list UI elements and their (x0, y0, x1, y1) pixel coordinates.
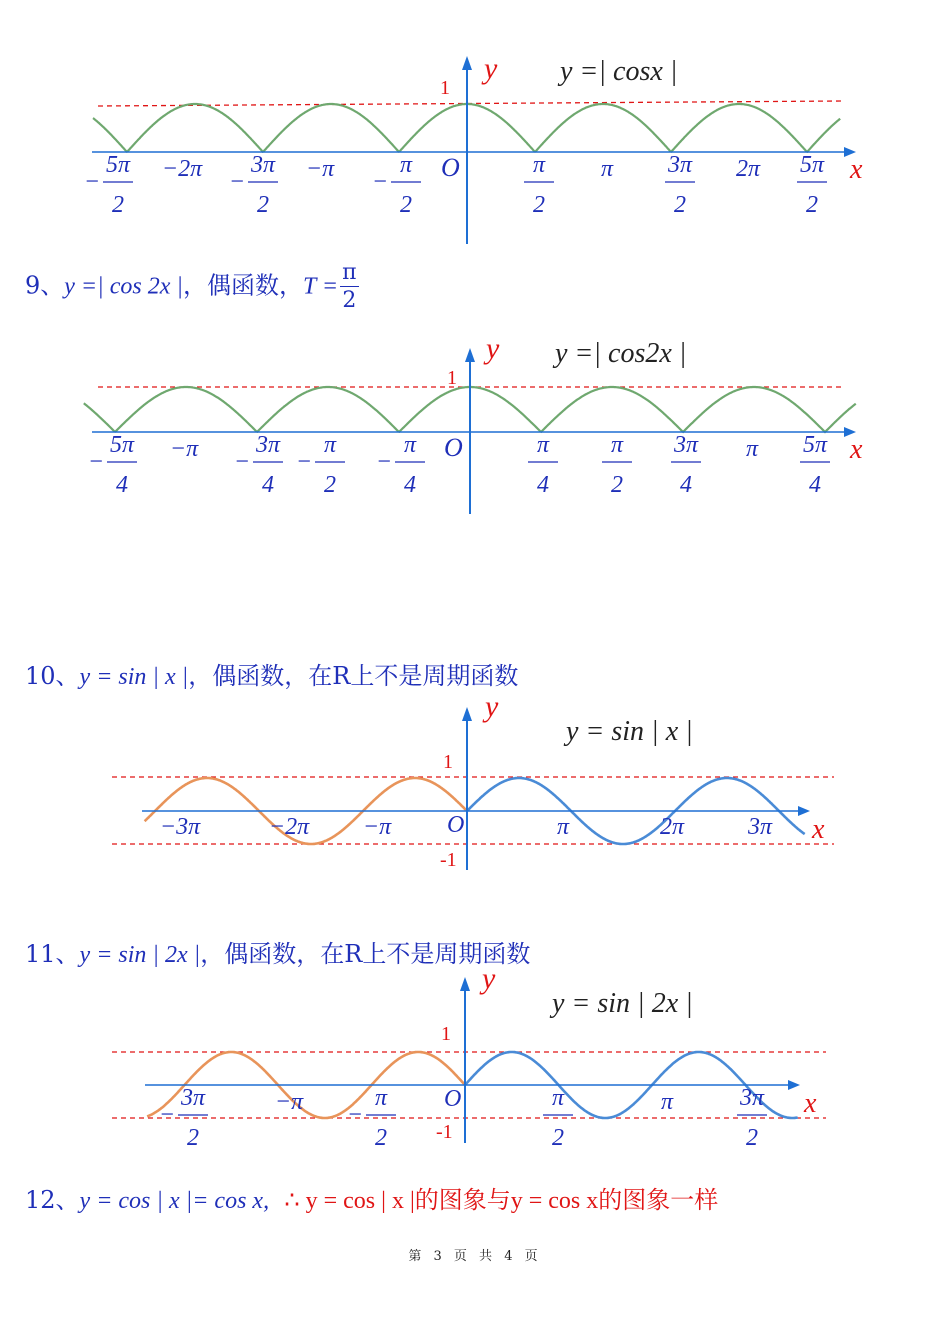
item-formula: y =| cos 2x | (64, 273, 183, 300)
graph-title: y = sin | x | (566, 716, 693, 747)
y-axis-arrow (465, 348, 475, 362)
tick-label-text: 2π (735, 156, 761, 182)
graph-abs-cos-2x (0, 330, 950, 520)
tick-label-text: 2 (400, 192, 412, 218)
tick-label-text: − (375, 449, 393, 475)
y-axis-label: y (484, 52, 498, 85)
tick-label-text: π (551, 1085, 565, 1111)
y-axis-label: y (485, 690, 499, 723)
tick-label-text: 5π (799, 152, 825, 178)
tick-label-text: 4 (809, 472, 821, 498)
tick-label-text: π (610, 432, 624, 458)
tick-label-text: − (83, 169, 101, 195)
tick-label-text: −2π (161, 156, 203, 182)
y-axis-arrow (462, 56, 472, 70)
x-axis-label: x (812, 814, 825, 845)
tick-label-text: 2 (257, 192, 269, 218)
tick-label-text: 2 (746, 1125, 758, 1151)
tick-label-text: π (532, 152, 546, 178)
one-label: 1 (447, 367, 457, 389)
tick-label-text: π (745, 436, 759, 462)
x-axis-label: x (850, 434, 863, 465)
origin-label: O (444, 433, 463, 462)
neg-one-label: -1 (436, 1121, 453, 1143)
item-formula: y = sin | x | (79, 664, 189, 690)
one-label: 1 (441, 1023, 451, 1045)
tick-label-text: 3π (250, 152, 276, 178)
tick-label-text: − (346, 1102, 364, 1128)
tick-label-text: −π (362, 814, 392, 840)
tick-label-text: 2 (375, 1125, 387, 1151)
item-10 (25, 656, 518, 691)
graph-sin-abs-x (0, 690, 950, 880)
period-label: T = (302, 273, 339, 300)
item-number: 11、 (25, 940, 80, 968)
tick-label-text: 3π (739, 1085, 765, 1111)
tick-label-text: 4 (680, 472, 692, 498)
tick-label-text: 5π (109, 432, 135, 458)
x-axis-label: x (804, 1088, 817, 1119)
tick-label-text: −π (274, 1089, 304, 1115)
tick-label-text: 4 (537, 472, 549, 498)
item-9 (25, 262, 361, 312)
tick-label-text: 5π (802, 432, 828, 458)
item-11 (25, 934, 530, 969)
tick-label-text: 2 (324, 472, 336, 498)
tick-label-text: − (233, 449, 251, 475)
tick-label-text: −2π (268, 814, 310, 840)
item-number: 12、 (25, 1186, 80, 1214)
tick-label-text: π (536, 432, 550, 458)
tick-label-text: −π (305, 156, 335, 182)
item-number: 9、 (25, 271, 65, 300)
item-conclusion: ∴ y = cos | x |的图象与y = cos x的图象一样 (284, 1188, 719, 1214)
origin-label: O (444, 1086, 462, 1112)
tick-label-text: π (660, 1089, 674, 1115)
neg-one-label: -1 (440, 849, 457, 871)
tick-label-text: π (403, 432, 417, 458)
graph-abs-cos-x (0, 50, 950, 250)
origin-label: O (441, 153, 460, 182)
tick-label-text: 3π (255, 432, 281, 458)
tick-label-text: 3π (180, 1085, 206, 1111)
tick-label-text: 3π (673, 432, 699, 458)
item-text: ，偶函数，在R上不是周期函数 (188, 662, 519, 690)
tick-label-text: −3π (159, 814, 201, 840)
y-axis-arrow (460, 977, 470, 991)
origin-label: O (447, 812, 465, 838)
tick-label-text: − (228, 169, 246, 195)
tick-label-text: − (295, 449, 313, 475)
tick-label-text: 4 (404, 472, 416, 498)
item-number: 10、 (25, 662, 80, 690)
item-text: ，偶函数，在R上不是周期函数 (200, 940, 531, 968)
graph-title: y =| cos2x | (555, 338, 687, 369)
tick-label-text: − (87, 449, 105, 475)
tick-label-text: − (158, 1102, 176, 1128)
x-axis-label: x (850, 154, 863, 185)
tick-label-text: π (399, 152, 413, 178)
tick-label-text: − (371, 169, 389, 195)
tick-label-text: π (323, 432, 337, 458)
tick-label-text: π (600, 156, 614, 182)
tick-label-text: 4 (262, 472, 274, 498)
tick-label-text: 4 (116, 472, 128, 498)
x-axis-arrow (788, 1080, 800, 1090)
tick-label-text: π (374, 1085, 388, 1111)
graph-title: y =| cosx | (560, 56, 678, 87)
y-axis-label: y (486, 332, 500, 365)
tick-label-text: 2 (112, 192, 124, 218)
item-formula: y = sin | 2x | (79, 942, 201, 968)
tick-label-text: −π (169, 436, 199, 462)
tick-label-text: 5π (105, 152, 131, 178)
tick-label-text: 2 (187, 1125, 199, 1151)
graph-title: y = sin | 2x | (552, 988, 693, 1019)
item-text: ，偶函数， (182, 271, 303, 300)
tick-label-text: π (556, 814, 570, 840)
page-footer: 第 3 页 共 4 页 (408, 1249, 542, 1264)
graph-sin-abs-2x (0, 962, 950, 1151)
item-12 (25, 1180, 718, 1215)
tick-label-text: 3π (667, 152, 693, 178)
tick-label-text: 2π (659, 814, 685, 840)
tick-label-text: 2 (674, 192, 686, 218)
y-axis-label: y (482, 962, 496, 995)
tick-label-text: 2 (533, 192, 545, 218)
x-axis-arrow (798, 806, 810, 816)
tick-label-text: 2 (611, 472, 623, 498)
y-axis-arrow (462, 707, 472, 721)
tick-label-text: 3π (747, 814, 773, 840)
one-label: 1 (440, 77, 450, 99)
item-formula: y = cos | x |= cos x, (79, 1188, 270, 1214)
tick-label-text: 2 (552, 1125, 564, 1151)
tick-label-text: 2 (806, 192, 818, 218)
period-fraction: $\frac{\pi}{2}$ (342, 260, 357, 313)
one-label: 1 (443, 751, 453, 773)
